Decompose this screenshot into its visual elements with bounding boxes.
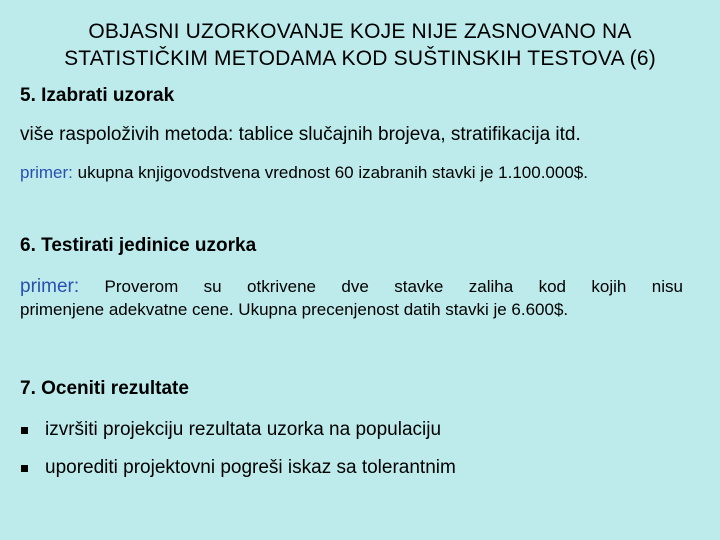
title-line-2: STATISTIČKIM METODAMA KOD SUŠTINSKIH TESTOVA (6) <box>64 47 656 70</box>
bullet-text: uporediti projektovni pogreši iskaz sa tolerantnim <box>45 457 456 478</box>
section-5 <box>20 84 685 108</box>
example-label: primer: <box>20 276 80 297</box>
section-7-heading: 7. Oceniti rezultate <box>20 378 189 399</box>
section-7 <box>20 377 685 401</box>
section-6-example-line-2: primenjene adekvatne cene. Ukupna precenjenost datih stavki je 6.600$. <box>20 300 569 319</box>
square-bullet-icon <box>21 465 28 472</box>
section-6 <box>20 234 685 258</box>
example-text: ukupna knjigovodstvena vrednost 60 izabranih stavki je 1.100.000$. <box>72 163 588 182</box>
section-5-text: više raspoloživih metoda: tablice slučajnih brojeva, stratifikacija itd. <box>20 124 581 145</box>
example-label: primer: <box>20 163 73 182</box>
section-5-heading: 5. Izabrati uzorak <box>20 85 175 106</box>
example-text-line-1: Proverom su otkrivene dve stavke zaliha kod kojih nisu <box>104 277 683 296</box>
bullet-text: izvršiti projekciju rezultata uzorka na populaciju <box>45 419 442 440</box>
section-5-text-block <box>20 123 685 147</box>
section-6-example-line-1 <box>20 276 683 298</box>
slide-title <box>0 18 720 72</box>
section-6-example <box>20 276 683 321</box>
section-6-heading: 6. Testirati jedinice uzorka <box>20 235 257 256</box>
square-bullet-icon <box>21 427 28 434</box>
title-line-1: OBJASNI UZORKOVANJE KOJE NIJE ZASNOVANO NA <box>88 20 632 43</box>
bullet-item <box>20 456 456 480</box>
bullet-item <box>20 418 441 442</box>
section-5-example <box>20 162 685 184</box>
section-5-example-line <box>20 162 685 184</box>
